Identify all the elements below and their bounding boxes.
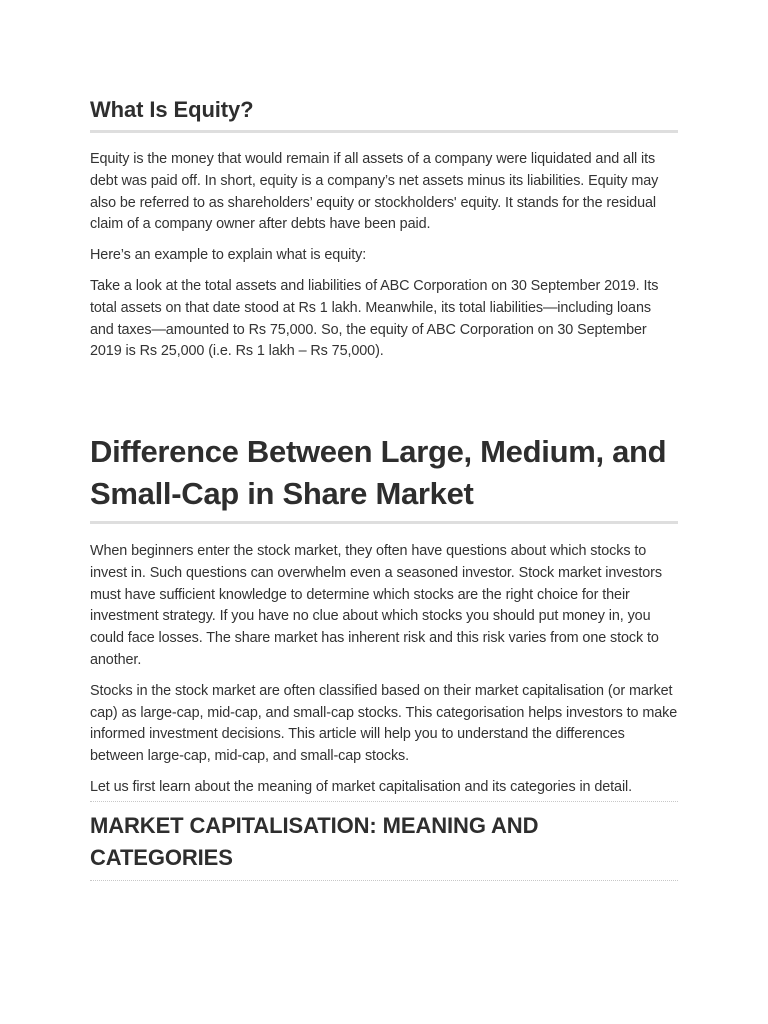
paragraph-equity-definition: Equity is the money that would remain if all assets of a company were liquidated and all its debt was paid off. In short, equity is a company’s net assets minus its liabilities. Equity may also be referred to as shareholders’ equity or stockholders' equity. It stands for the residual claim of a company owner after debts have been paid. bbox=[90, 151, 659, 233]
paragraph-learn-first: Let us first learn about the meaning of market capitalisation and its categories in detail. bbox=[90, 778, 633, 795]
heading-what-is-equity: What Is Equity? bbox=[90, 95, 678, 133]
paragraph-equity-example: Take a look at the total assets and liabilities of ABC Corporation on 30 September 2019. Its total assets on that date stood at Rs 1 lakh. Meanwhile, its total liabilities—including loans and taxes—amounted to Rs 75,000. So, the equity of ABC Corporation on 30 September 2019 is Rs 25,000 (i.e. Rs 1 lakh – Rs 75,000). bbox=[90, 277, 659, 360]
heading-market-capitalisation: MARKET CAPITALISATION: MEANING AND CATEGORIES bbox=[90, 801, 678, 881]
paragraph-beginners: When beginners enter the stock market, they often have questions about which stocks to invest in. Such questions can overwhelm even a seasoned investor. Stock market investors must have sufficient knowledge to determine which stocks are the right choice for their investment strategy. If you have no clue about which stocks you should put money in, you could face losses. The share market has inherent risk and this risk varies from one stock to another. bbox=[90, 543, 662, 668]
paragraph-classification: Stocks in the stock market are often classified based on their market capitalisation (or market cap) as large-cap, mid-cap, and small-cap stocks. This categorisation helps investors to make informed investment decisions. This article will help you to understand the differences between large-cap, mid-cap, and small-cap stocks. bbox=[90, 682, 678, 765]
section-what-is-equity bbox=[90, 95, 678, 363]
heading-cap-difference: Difference Between Large, Medium, and Small-Cap in Share Market bbox=[90, 431, 678, 524]
paragraph-equity-example-intro: Here’s an example to explain what is equity: bbox=[90, 247, 367, 264]
section-cap-difference bbox=[90, 431, 678, 881]
